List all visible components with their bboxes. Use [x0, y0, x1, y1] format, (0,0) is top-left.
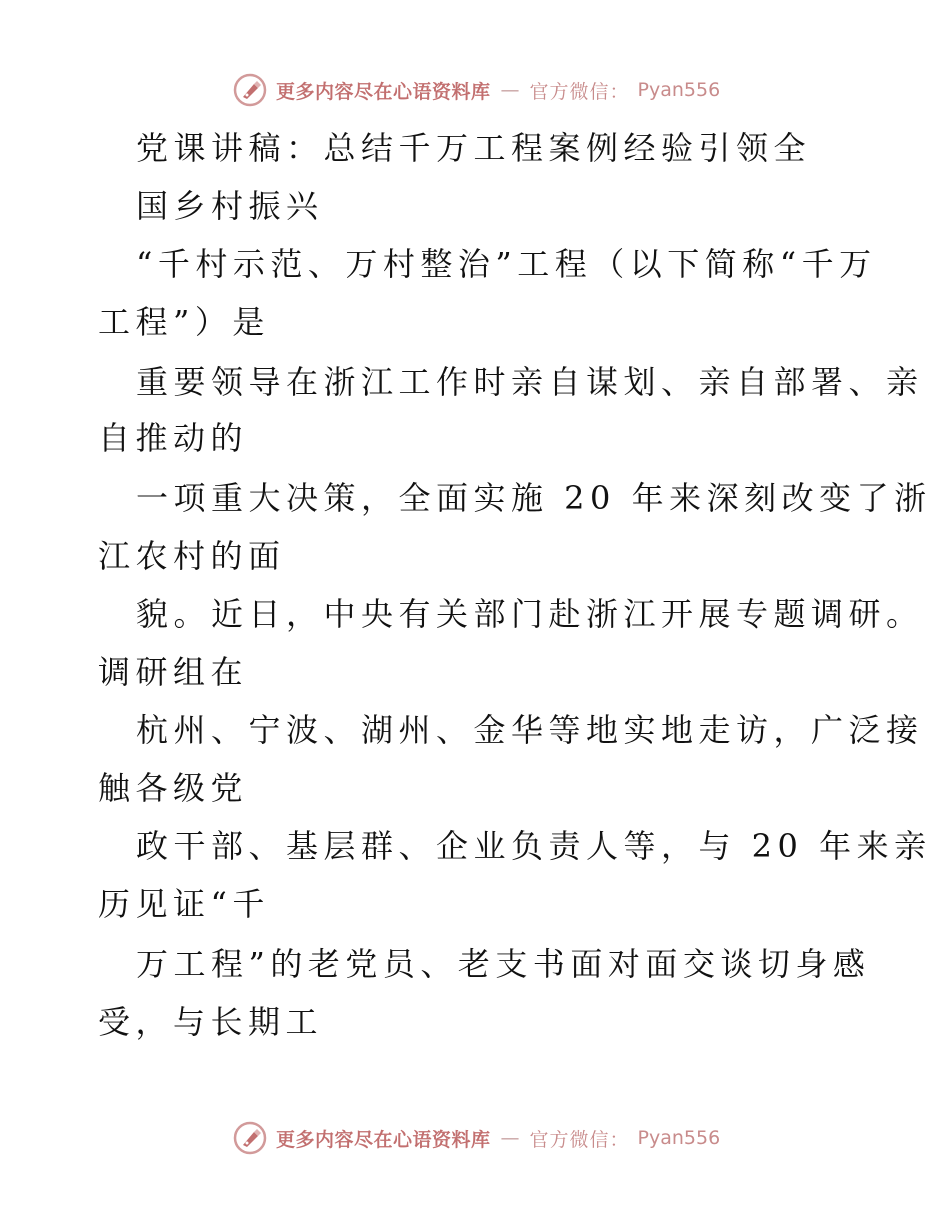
text-line: 万工程”的老党员、老支书面对面交谈切身感: [136, 945, 871, 983]
watermark-separator: —: [500, 1127, 520, 1149]
text-line: 国乡村振兴: [136, 187, 324, 225]
text-line: 工程”）是: [98, 303, 270, 341]
text-line: 党课讲稿：总结千万工程案例经验引领全: [136, 129, 812, 167]
pen-nib-logo-icon: [232, 72, 268, 108]
text-line: 历见证“千: [98, 885, 270, 923]
watermark-brand-text: 更多内容尽在心语资料库: [276, 80, 491, 103]
text-line: 一项重大决策，全面实施 20 年来深刻改变了浙: [136, 479, 932, 517]
watermark-separator: —: [500, 79, 520, 101]
watermark-wechat-id: Pyan556: [637, 79, 721, 101]
text-line: 江农村的面: [98, 537, 286, 575]
text-line: 触各级党: [98, 769, 249, 807]
watermark-wechat-label: 官方微信：: [529, 1128, 630, 1151]
text-line: “千村示范、万村整治”工程（以下简称“千万: [136, 245, 877, 283]
text-line: 调研组在: [98, 653, 249, 691]
text-line: 貌。近日，中央有关部门赴浙江开展专题调研。: [136, 595, 924, 633]
pen-nib-logo-icon: [232, 1120, 268, 1156]
watermark-wechat-label: 官方微信：: [529, 80, 630, 103]
watermark-wechat-id: Pyan556: [637, 1127, 721, 1149]
text-line: 自推动的: [98, 419, 249, 457]
header-watermark: [232, 70, 720, 110]
watermark-brand-text: 更多内容尽在心语资料库: [276, 1128, 491, 1151]
text-line: 受，与长期工: [98, 1003, 324, 1041]
footer-watermark: [232, 1118, 720, 1158]
text-line: 重要领导在浙江工作时亲自谋划、亲自部署、亲: [136, 363, 924, 401]
text-line: 杭州、宁波、湖州、金华等地实地走访，广泛接: [136, 711, 924, 749]
text-line: 政干部、基层群、企业负责人等，与 20 年来亲: [136, 827, 932, 865]
